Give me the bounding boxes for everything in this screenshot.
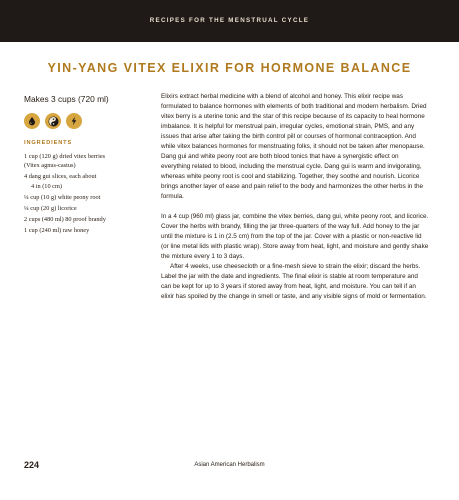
ingredient-line: 4 dang gui slices, each about: [24, 173, 97, 181]
page-number: 224: [24, 460, 40, 470]
ingredient-line: 2 cups (480 ml) 80 proof brandy: [24, 215, 106, 223]
droplet-icon: [24, 113, 40, 129]
ingredient-item: [24, 204, 142, 213]
ingredients-heading: INGREDIENTS: [24, 140, 73, 146]
ingredient-line: 4 in (10 cm): [31, 182, 62, 190]
ingredient-line: 1 cup (120 g) dried vitex berries: [24, 153, 106, 160]
recipe-sidebar: [24, 94, 142, 237]
recipe-title: YIN-YANG VITEX ELIXIR FOR HORMONE BALANCE: [47, 61, 412, 75]
yield-text: Makes 3 cups (720 ml): [24, 94, 109, 104]
recipe-body: [161, 92, 429, 302]
yin-yang-icon: [45, 113, 61, 129]
ingredient-item: [24, 152, 142, 171]
ingredient-line: (Vitex agnus-castus): [24, 162, 76, 170]
ingredient-item: [24, 226, 142, 235]
book-title: Asian American Herbalism: [194, 462, 265, 468]
instruction-paragraph: After 4 weeks, use cheesecloth or a fine-mesh sieve to strain the elixir; discard the herbs. Label the jar with the date and ingredients. The final elixir is stable at room temperature and can be kept for up to 3 years if stored away from heat, light, and moisture. You can tell if an elixir has spoiled by the change in smell or taste, and any visible signs of mold or fermentation.: [161, 262, 427, 300]
header-bar: [0, 0, 459, 42]
instruction-paragraph: In a 4 cup (960 ml) glass jar, combine the vitex berries, dang gui, white peony root, and licorice. Cover the herbs with brandy, filling the jar three-quarters of the way full. Add honey to the jar until the mixture is 1 in (2.5 cm) from the top of the jar. Cover with a plastic or non-reactive lid (or line metal lids with plastic wrap). Store away from heat, light, and moisture and gently shake the mixture every 1 to 3 days.: [161, 212, 429, 260]
ingredient-item: [24, 193, 142, 202]
lightning-bolt-icon: [66, 113, 82, 129]
ingredient-line: 1 cup (240 ml) raw honey: [24, 226, 90, 234]
intro-paragraph: Elixirs extract herbal medicine with a blend of alcohol and honey. This elixir recipe was formulated to balance hormones with elements of both traditional and modern herbalism. Dried vitex berry is a uterine tonic and the star of this recipe because of its capacity to heal hormone imbalance. It is helpful for menstrual pain, irregular cycles, emotional strain, PMS, and any issues that arise after taking the birth control pill or courses of hormonal contraception. And while vitex balances hormones for menstruating folks, it should not be taken after menopause. Dang gui and white peony root are both blood tonics that have a synergistic effect on everything related to blood, including the menstrual cycle. Dang gui is warm and invigorating, whereas white peony root is cool and stabilizing. Together, they soothe and nourish. Licorice brings another layer of ease and pain relief to the body and harmonizes the other herbs in the formula.: [161, 93, 427, 201]
ingredient-item: [24, 215, 142, 224]
ingredient-line: ¼ cup (10 g) white peony root: [24, 193, 101, 201]
ingredient-line: ¼ cup (20 g) licorice: [24, 204, 77, 212]
recipe-icons: [24, 113, 142, 129]
ingredient-item: [24, 172, 142, 191]
ingredient-list: [24, 152, 142, 235]
section-label: RECIPES FOR THE MENSTRUAL CYCLE: [149, 17, 310, 24]
